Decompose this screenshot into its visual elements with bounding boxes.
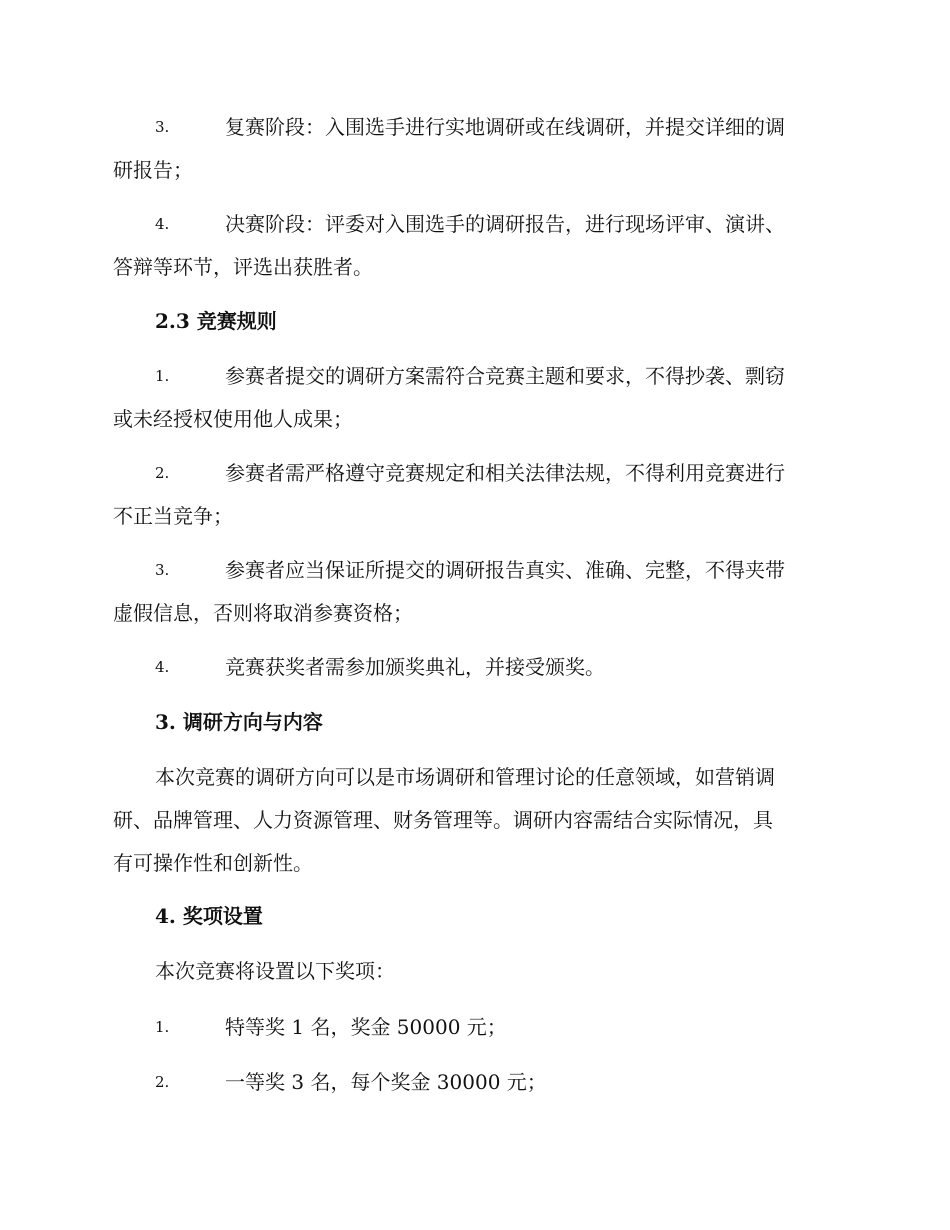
list-text: 一等奖 3 名，每个奖金 30000 元；: [225, 1070, 547, 1094]
section-heading-text: 2.3 竞赛规则: [155, 309, 277, 333]
list-text-line-2: 不正当竞争；: [113, 504, 233, 528]
paragraph-line-1: 本次竞赛将设置以下奖项：: [155, 959, 395, 983]
list-text-line-1: 竞赛获奖者需参加颁奖典礼，并接受颁奖。: [225, 655, 605, 679]
list-number: 4.: [155, 215, 170, 233]
section-heading-text: 4. 奖项设置: [155, 904, 263, 928]
paragraph-line-1: 本次竞赛的调研方向可以是市场调研和管理讨论的任意领域，如营销调: [155, 765, 775, 789]
list-text-line-1: 参赛者应当保证所提交的调研报告真实、准确、完整，不得夹带: [225, 558, 785, 582]
list-number: 2.: [155, 1073, 170, 1091]
list-number: 4.: [155, 658, 170, 676]
list-number: 2.: [155, 464, 170, 482]
list-text-line-1: 参赛者提交的调研方案需符合竞赛主题和要求，不得抄袭、剽窃: [225, 364, 785, 388]
list-text-line-2: 虚假信息，否则将取消参赛资格；: [113, 601, 413, 625]
list-number: 1.: [155, 367, 170, 385]
paragraph-line-2: 研、品牌管理、人力资源管理、财务管理等。调研内容需结合实际情况，具: [113, 808, 773, 832]
section-heading-text: 3. 调研方向与内容: [155, 710, 323, 734]
list-text-line-2: 研报告；: [113, 158, 193, 182]
list-number: 1.: [155, 1018, 170, 1036]
list-number: 3.: [155, 561, 170, 579]
list-number: 3.: [155, 118, 170, 136]
list-text: 特等奖 1 名，奖金 50000 元；: [225, 1015, 507, 1039]
list-text-line-1: 决赛阶段：评委对入围选手的调研报告，进行现场评审、演讲、: [225, 212, 785, 236]
list-text-line-1: 参赛者需严格遵守竞赛规定和相关法律法规，不得利用竞赛进行: [225, 461, 785, 485]
list-text-line-1: 复赛阶段：入围选手进行实地调研或在线调研，并提交详细的调: [225, 115, 785, 139]
list-text-line-2: 或未经授权使用他人成果；: [113, 407, 353, 431]
paragraph-line-3: 有可操作性和创新性。: [113, 851, 313, 875]
list-text-line-2: 答辩等环节，评选出获胜者。: [113, 255, 373, 279]
